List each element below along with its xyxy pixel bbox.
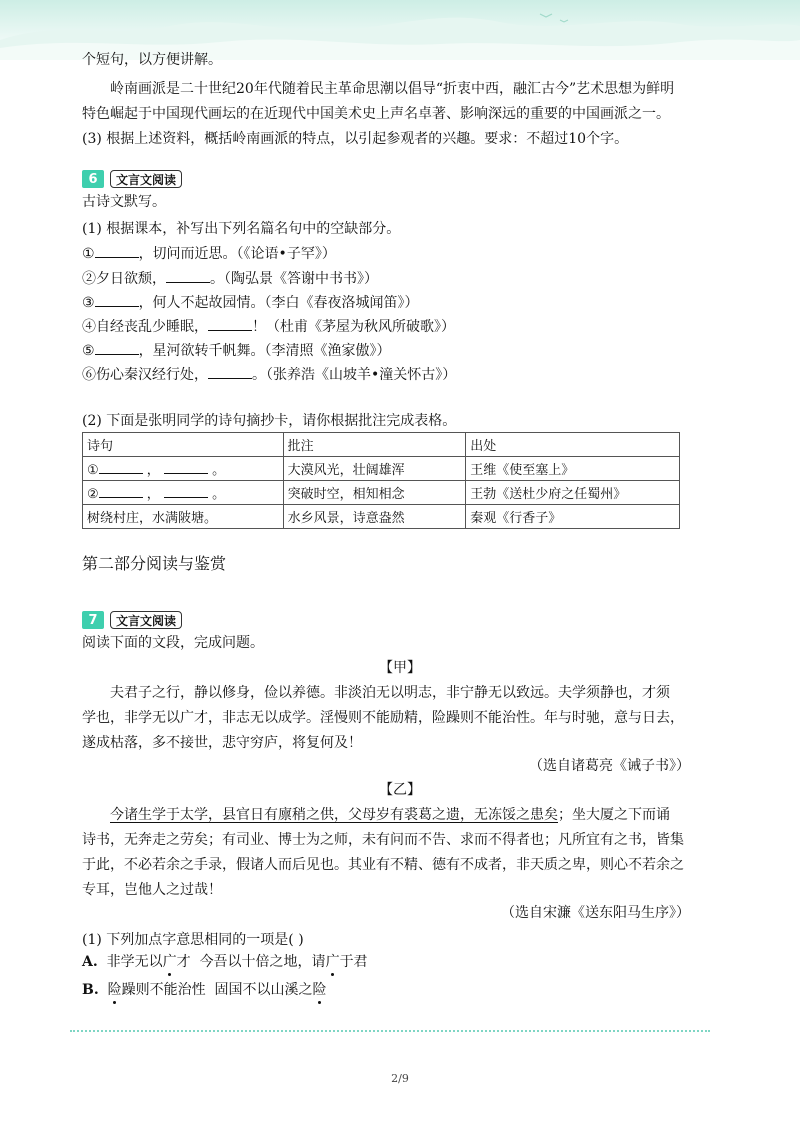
table-row	[83, 505, 680, 529]
table-header-row	[83, 433, 680, 457]
question-3: (3) 根据上述资料，概括岭南画派的特点，以引起参观者的兴趣。要求：不超过10个字。	[82, 131, 629, 147]
answer-blank[interactable]	[95, 292, 139, 307]
answer-blank[interactable]	[95, 243, 139, 258]
recite-item: ②夕日欲颓， 。（陶弘景《答谢中书书》）	[82, 268, 378, 289]
recite-item: ③ ，何人不起故园情。（李白《春夜洛城闻笛》）	[82, 292, 419, 313]
recite-item: ⑥伤心秦汉经行处， 。（张养浩《山坡羊•潼关怀古》）	[82, 364, 456, 385]
question-number-badge: 6	[82, 170, 104, 188]
table-cell: 突破时空，相知相念	[283, 481, 466, 505]
table-cell: 树绕村庄，水满陂塘。	[83, 505, 284, 529]
question-6-header	[82, 170, 182, 188]
table-cell: ② ， 。	[83, 481, 284, 505]
passage-line: 今诸生学于太学，县官日有廪稍之供，父母岁有裘葛之遗，无冻馁之患矣；坐大厦之下而诵	[110, 807, 670, 823]
intro-line: 特色崛起于中国现代画坛的在近现代中国美术史上声名卓著、影响深远的重要的中国画派之一。	[82, 106, 670, 122]
question-7-header	[82, 611, 182, 629]
question-7-part1: (1) 下列加点字意思相同的一项是( )	[82, 932, 304, 948]
passage-yi-title: 【乙】	[379, 782, 421, 798]
table-row	[83, 481, 680, 505]
page-number: 2/9	[391, 1072, 409, 1085]
recite-item: ⑤ ，星河欲转千帆舞。（李清照《渔家傲》）	[82, 340, 391, 361]
passage-line: 诗书，无奔走之劳矣；有司业、博士为之师，未有问而不告、求而不得者也；凡所宜有之书，皆集	[82, 832, 684, 848]
passage-jia-title: 【甲】	[379, 660, 421, 676]
passage-line: 遂成枯落，多不接世，悲守穷庐，将复何及！	[82, 735, 362, 751]
table-header: 诗句	[83, 433, 284, 457]
answer-blank[interactable]	[208, 364, 252, 379]
passage-line: 夫君子之行，静以修身，俭以养德。非淡泊无以明志，非宁静无以致远。夫学须静也，才须	[110, 685, 670, 701]
table-cell: 秦观《行香子》	[466, 505, 680, 529]
answer-blank[interactable]	[99, 483, 143, 498]
table-cell: 水乡风景，诗意盎然	[283, 505, 466, 529]
underlined-sentence: 今诸生学于太学，县官日有廪稍之供，父母岁有裘葛之遗，无冻馁之患矣	[110, 807, 558, 823]
question-7-subtitle: 阅读下面的文段，完成问题。	[82, 635, 264, 651]
recite-item: ① ，切问而近思。（《论语•子罕》）	[82, 243, 336, 264]
intro-line: 个短句，以方便讲解。	[82, 52, 222, 68]
section-title: 第二部分阅读与鉴赏	[82, 554, 227, 573]
table-cell: 大漠风光，壮阔雄浑	[283, 457, 466, 481]
answer-blank[interactable]	[99, 459, 143, 474]
table-cell: 王勃《送杜少府之任蜀州》	[466, 481, 680, 505]
option-a[interactable]: A. 非学无以广才 今吾以十倍之地，请广于君	[82, 954, 368, 970]
answer-blank[interactable]	[164, 459, 208, 474]
question-6-subtitle: 古诗文默写。	[82, 194, 166, 210]
option-b[interactable]: B. 险躁则不能治性 固国不以山溪之险	[82, 982, 327, 998]
table-header: 批注	[283, 433, 466, 457]
question-6-part1: (1) 根据课本，补写出下列名篇名句中的空缺部分。	[82, 221, 401, 237]
passage-source: （选自诸葛亮《诫子书》）	[529, 758, 690, 774]
question-type-tag: 文言文阅读	[110, 611, 182, 629]
question-6-part2: (2) 下面是张明同学的诗句摘抄卡，请你根据批注完成表格。	[82, 413, 457, 429]
question-number-badge: 7	[82, 611, 104, 629]
passage-line: 专耳，岂他人之过哉！	[82, 882, 222, 898]
question-type-tag: 文言文阅读	[110, 170, 182, 188]
footer-divider	[70, 1030, 710, 1032]
passage-line: 学也，非学无以广才，非志无以成学。淫慢则不能励精，险躁则不能治性。年与时驰，意与日去，	[82, 710, 684, 726]
answer-blank[interactable]	[164, 483, 208, 498]
answer-blank[interactable]	[208, 316, 252, 331]
answer-blank[interactable]	[166, 268, 210, 283]
table-header: 出处	[466, 433, 680, 457]
table-row	[83, 457, 680, 481]
passage-line: 于此，不必若余之手录，假诸人而后见也。其业有不精、德有不成者，非天质之卑，则心不若余之	[82, 857, 684, 873]
poem-card-table	[82, 432, 680, 529]
recite-item: ④自经丧乱少睡眠， ！（杜甫《茅屋为秋风所破歌》）	[82, 316, 455, 337]
intro-line: 岭南画派是二十世纪20年代随着民主革命思潮以倡导“折衷中西，融汇古今”艺术思想为鲜明	[110, 81, 675, 97]
passage-source: （选自宋濂《送东阳马生序》）	[501, 905, 690, 921]
table-cell: ① ， 。	[83, 457, 284, 481]
answer-blank[interactable]	[95, 340, 139, 355]
table-cell: 王维《使至塞上》	[466, 457, 680, 481]
